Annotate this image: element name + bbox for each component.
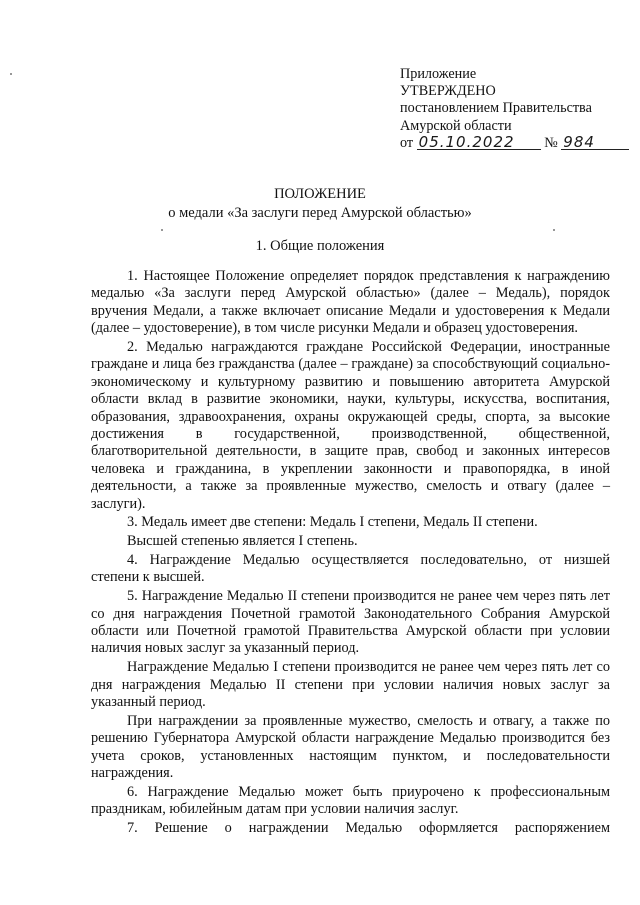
scan-speck bbox=[553, 229, 555, 231]
document-body bbox=[91, 268, 610, 839]
appendix-label: Приложение bbox=[400, 66, 477, 82]
paragraph-2: 2. Медалью награждаются граждане Российской Федерации, иностранные граждане и лица без гражданства (далее – граждане) за способствующий социально-экономическому и культурному развитию и повышению авторитета Амурской области вклад в развитие экономики, науки, культуры, искусства, воспитания, образования, здравоохранения, охраны окружающей среды, спорта, за высокие достижения в государственной, производственной, общественной, благотворительной деятельности, в защите прав, свобод и законных интересов человека и гражданина, в укреплении законности и правопорядка, в иной деятельности, а также за проявленные мужество, смелость и отвагу (далее – заслуги). bbox=[91, 339, 610, 512]
decree-label: постановлением Правительства bbox=[400, 100, 592, 117]
paragraph-7: 7. Решение о награждении Медалью оформляется распоряжением bbox=[127, 820, 610, 837]
paragraph-6: 6. Награждение Медалью может быть приурочено к профессиональным праздникам, юбилейным датам при условии наличия заслуг. bbox=[91, 783, 610, 818]
decree-date: 05.10.2022 bbox=[417, 135, 541, 150]
approval-block bbox=[400, 66, 620, 152]
decree-number: 984 bbox=[561, 135, 629, 150]
paragraph-3: 3. Медаль имеет две степени: Медаль I степени, Медаль II степени. bbox=[127, 514, 538, 531]
paragraph-5c: При награждении за проявленные мужество, смелость и отвагу, а также по решению Губернатора Амурской области награждение Медалью производится без учета сроков, установленных настоящим пунктом, и последовательности награждения. bbox=[91, 712, 610, 782]
paragraph-5b: Награждение Медалью I степени производится не ранее чем через пять лет со дня награждения Медалью II степени при условии наличия новых заслуг за указанный период. bbox=[91, 659, 610, 711]
document-subtitle: о медали «За заслуги перед Амурской областью» bbox=[168, 205, 472, 221]
scan-speck bbox=[161, 229, 163, 231]
scan-speck bbox=[10, 73, 12, 75]
section-title: 1. Общие положения bbox=[255, 238, 385, 254]
paragraph-4: 4. Награждение Медалью осуществляется последовательно, от низшей степени к высшей. bbox=[91, 552, 610, 586]
document-title: ПОЛОЖЕНИЕ bbox=[274, 186, 366, 202]
number-label: № bbox=[544, 134, 558, 151]
paragraph-1: 1. Настоящее Положение определяет порядок представления к награждению медалью «За заслуги перед Амурской областью» (далее – Медаль), порядок вручения Медали, а также включает описание Медали и удостоверения к Медали (далее – удостоверение), в том числе рисунки Медали и образец удостоверения. bbox=[91, 268, 610, 337]
paragraph-3b: Высшей степенью является I степень. bbox=[127, 533, 358, 550]
from-label: от bbox=[400, 134, 414, 151]
approved-label: УТВЕРЖДЕНО bbox=[400, 83, 496, 100]
region-label: Амурской области bbox=[400, 117, 512, 134]
paragraph-5: 5. Награждение Медалью II степени производится не ранее чем через пять лет со дня награждения Почетной грамотой Законодательного Собрания Амурской области или Почетной грамотой Правительства Амурской области при условии наличия новых заслуг за указанный период. bbox=[91, 588, 610, 657]
decree-date-number bbox=[400, 132, 620, 152]
